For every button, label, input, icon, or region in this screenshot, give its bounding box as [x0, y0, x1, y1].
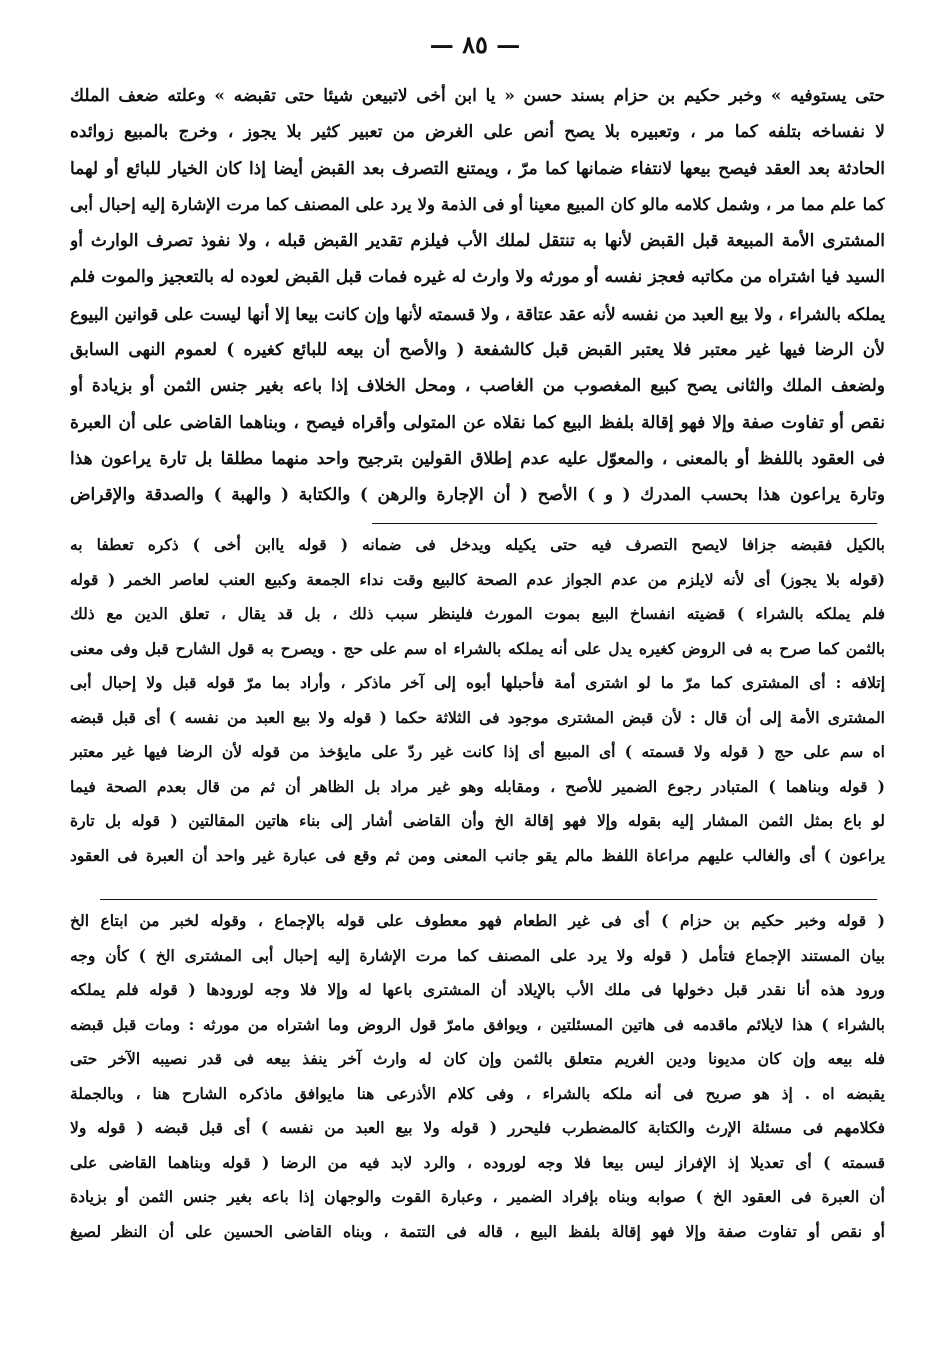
- text-line: وتارة يراعون هذا بحسب المدرك ( و ) الأصح ( أن الإجارة والرهن ) والكتابة ( والهبة ) والصدقة والإقراض: [70, 485, 885, 506]
- text-line: فى العقود باللفظ أو بالمعنى ، والمعوّل عليه عدم إطلاق القولين بترجيح واحد منهما مطلقا بل تارة يراعون هذا: [70, 448, 885, 469]
- text-line: يملكه بالشراء ، ولا بيع العبد من نفسه لأنه عقد عتاقة ، ولا قسمته لأنها وإن كانت بيعا إلا أنها ليست على قوانين البيوع: [70, 303, 885, 324]
- text-line: المشترى الأمة إلى أن قال : لأن قبض المشترى موجود فى الثلاثة حكما ( قوله ولا بيع العبد من نفسه ) أى قبل قبضه: [70, 707, 885, 727]
- text-line: نقص أو تفاوت صفة وإلا فهو إقالة بلفظ البيع كما نقلاه عن المتولى وأقراه فيصح ، وبناهما القاضى على أن العبرة: [70, 412, 885, 433]
- text-line: ولضعف الملك والثانى يصح كبيع المغصوب من الغاصب ، ومحل الخلاف إذا باعه بغير جنس الثمن أو بزيادة أو: [70, 376, 885, 397]
- text-line: يراعون ) أى والغالب عليهم مراعاة اللفظ مالم يقو جانب المعنى ومن ثم وقع فى عبارة غير واحد أن العبرة فى العقود: [70, 845, 885, 865]
- text-line: (قوله بلا يجوز) أى لأنه لايلزم من عدم الجواز عدم الصحة كالبيع وقت نداء الجمعة وكبيع العنب لعاصر الخمر ( قوله: [70, 569, 885, 589]
- text-line: إتلافه : أى المشترى كما مرّ ما لو اشترى أمة فأحبلها أبوه إلى آخر ماذكر ، وأراد بما مرّ قوله قبل ولا إحبال أبى: [70, 673, 885, 692]
- page-number: — ٨٥ —: [429, 30, 521, 59]
- text-line: يقبضه اه . إذ هو صريح فى أنه ملكه بالشراء ، وفى كلام الأذرعى هنا مايوافق ماذكره الشارح هنا ، وبالجملة: [70, 1083, 885, 1103]
- text-line: الحادثة بعد العقد فيصح بيعها لانتفاء ضمانها كما مرّ ، ويمتنع التصرف بعد القبض أيضا إذا كان الخيار للبائع أو لهما: [70, 158, 885, 179]
- text-line: فله بيعه وإن كان مديونا ودين الغريم متعلق بالثمن وإن كان له وارث آخر ينفذ بيعه فى قدر نصيبه الآخر حتى: [70, 1049, 885, 1068]
- divider-rule: [372, 523, 877, 524]
- text-line: قسمته ) أى تعديلا إذ الإفراز ليس بيعا فلا وجه لوروده ، والرد لابد فيه من الرضا ( قوله وبناهما القاضى على: [70, 1152, 885, 1172]
- text-line: لو باع بمثل الثمن المشار إليه بقوله وإلا فهو إقالة الخ وأن القاضى أشار إلى بناء هاتين المقالتين ( قوله بل تارة: [70, 811, 885, 830]
- text-line: ( قوله وبناهما ) المتبادر رجوع الضمير للأصح ، ومقابله وهو غير مراد بل الظاهر أن ثم من قال بعدم الصحة فيما: [70, 776, 885, 796]
- commentary-second: [70, 904, 885, 1304]
- text-line: لأن الرضا فيها غير معتبر فلا يعتبر القبض قبل كالشفعة ( والأصح أن بيعه للبائع كغيره ) لعموم النهى السابق: [70, 340, 885, 361]
- main-text: [70, 78, 885, 518]
- commentary-first: [70, 528, 885, 888]
- text-line: حتى يستوفيه » وخبر حكيم بن حزام بسند حسن « يا ابن أخى لاتبيعن شيئا حتى تقبضه » وعلته ضعف الملك: [70, 86, 885, 106]
- text-line: المشترى الأمة المبيعة قبل القبض لأنها به تنتقل لملك الأب فيلزم تقدير القبض قبله ، ولا نفوذ تصرف الوارث أو: [70, 231, 885, 252]
- text-line: كما علم مما مر ، وشمل كلامه مالو كان المبيع معينا أو فى الذمة ولا يرد على المصنف كما مرت الإشارة إليه إحبال أبى: [70, 194, 885, 214]
- text-line: ورود هذه أنا نقدر قبل دخولها فى ملك الأب بالإيلاد أن المشترى باعها له وإلا فلا وجه لورودها ( قوله فلم يملكه: [70, 980, 885, 999]
- text-line: أو نقص أو تفاوت صفة وإلا فهو إقالة بلفظ البيع ، قاله فى التتمة ، وبناه القاضى الحسين على أن النظر لصيغ: [70, 1221, 885, 1241]
- text-line: فلم يملكه بالشراء ) قضيته انفساخ البيع بموت المورث فلينظر سبب ذلك ، بل قد يقال ، تعلق الدين مع ذلك: [70, 604, 885, 623]
- text-line: بالكيل فقبضه جزافا لايصح التصرف فيه حتى يكيله ويدخل فى ضمانه ( قوله ياابن أخى ) ذكره تعطفا به: [70, 535, 885, 554]
- text-line: فكلامهم فى مسئلة الإرث والكتابة كالمضطرب فليحرر ( قوله ولا بيع العبد من نفسه ) أى قبل قبضه ( قوله ولا: [70, 1118, 885, 1137]
- text-line: أن العبرة فى العقود الخ ) صوابه وبناه بإفراد الضمير ، وعبارة القوت والوجهان إذا باعه بغير جنس الثمن أو بزيادة: [70, 1187, 885, 1206]
- text-line: لا نفساخه بتلفه كما مر ، وتعبيره بلا يصح أنص على الغرض من تعبير كثير بلا يجوز ، وخرج بالمبيع زوائده: [70, 122, 885, 143]
- text-line: بيان المستند الإجماع فتأمل ( قوله ولا يرد على المصنف كما مرت الإشارة إليه إحبال أبى المشترى الخ ) كأن وجه: [70, 945, 885, 965]
- divider-rule: [100, 899, 877, 900]
- text-line: بالثمن كما صرح به فى الروض كغيره يدل على أنه يملكه بالشراء اه سم على حج . ويصرح به قول الشارح قبل وفى معنى: [70, 638, 885, 658]
- text-line: بالشراء ) هذا لايلائم ماقدمه فى هاتين المسئلتين ، ويوافق مامرّ قول الروض وما اشتراه من مورثه : ومات قبل قبضه: [70, 1014, 885, 1034]
- text-line: اه سم على حج ( قوله ولا قسمته ) أى المبيع أى إذا كانت غير ردّ على مايؤخذ من قوله لأن الرضا فيها غير معتبر: [70, 742, 885, 761]
- text-line: ( قوله وخبر حكيم بن حزام ) أى فى غير الطعام فهو معطوف على قوله بالإجماع ، وقوله لخبر من ابتاع الخ: [70, 911, 885, 930]
- text-line: السيد فيا اشتراه من مكاتبه فعجز نفسه أو مورثه ولا وارث له غيره فمات قبل القبض لعوده له بالتعجيز والموت فلم: [70, 267, 885, 288]
